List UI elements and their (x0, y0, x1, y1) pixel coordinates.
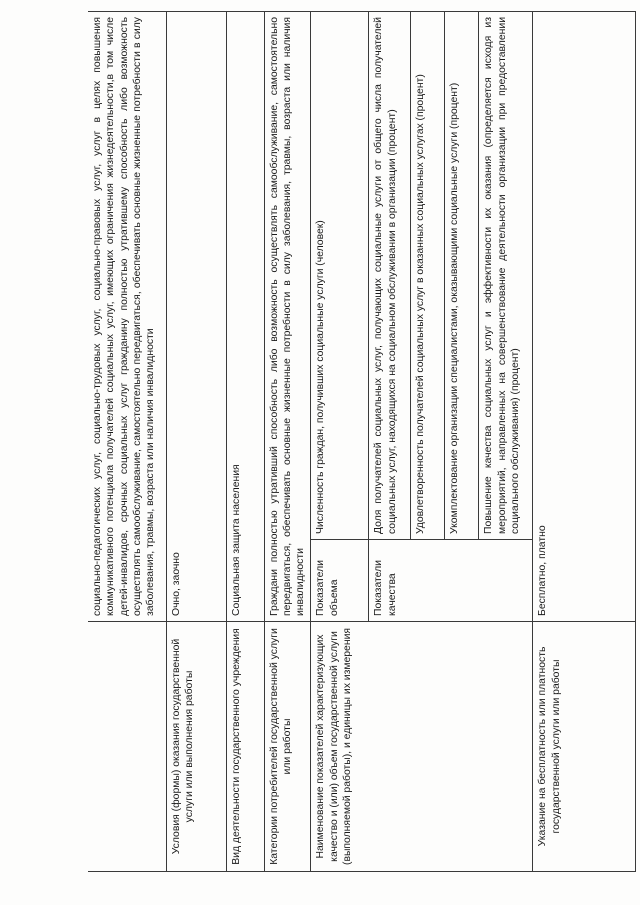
quality-item: Укомплектование организации специалистами, оказывающими социальные услуги (процент) (445, 12, 479, 540)
table-row-conditions (166, 12, 226, 872)
service-table (88, 11, 636, 872)
volume-indicators-value: Численность граждан, получивших социальные услуги (человек) (311, 12, 369, 540)
row-activity-label: Вид деятельности государственного учреждения (226, 622, 264, 872)
row-label-empty (88, 622, 166, 872)
row-conditions-value: Очно, заочно (166, 12, 226, 622)
row-consumers-value: Граждани полностью утративший способность либо возможность осуществлять самообслуживание, самостоятельно передвигаться, обеспечивать основные жизненные потребности в силу заболевания, травмы, возраста или наличия инвалидности (264, 12, 311, 622)
quality-indicators-label: Показатели качества (369, 540, 533, 622)
row-payment-value: Бесплатно, платно (533, 12, 636, 622)
quality-item: Повышение качества социальных услуг и эффективности их оказания (определяется исходя из мероприятий, направленных на совершенствование деятельности организации при предоставлении социального обслуживания) (процент) (479, 12, 533, 540)
rotated-page (88, 12, 633, 872)
quality-item: Доля получателей социальных услуг, получающих социальные услуги от общего числа получателей социальных услуг, находящихся на социальном обслуживании в организации (процент) (369, 12, 411, 540)
table-row-continuation (88, 12, 166, 872)
table-row-volume (311, 12, 369, 872)
row-indicators-label: Наименование показателей характеризующих качество и (или) объем государственной услуги (выполняемой работы), и единицы их измерения (311, 622, 533, 872)
row-conditions-label: Условия (формы) оказания государственной услуги или выполнения работы (166, 622, 226, 872)
table-row-payment (533, 12, 636, 872)
quality-item: Удовлетворенность получателей социальных услуг в оказанных социальных услугах (процент) (411, 12, 445, 540)
row-consumers-label: Категории потребителей государственной услуги или работы (264, 622, 311, 872)
table-row-activity (226, 12, 264, 872)
row-payment-label: Указание на бесплатность или платность государственной услуги или работы (533, 622, 636, 872)
row-activity-value: Социальная защита населения (226, 12, 264, 622)
volume-indicators-label: Показатели объема (311, 540, 369, 622)
table-row-consumers (264, 12, 311, 872)
row-continuation-text: социально-педагогических услуг, социально-трудовых услуг, социально-правовых услуг, услуг в целях повышения коммуникативного потенциала получателей социальных услуг, имеющих ограничения жизнедеятельности,в том числе детей-инвалидов, срочных социальных услуг гражданину полностью утратившему способность либо возможность осуществлять самообслуживание, самостоятельно передвигаться, обеспечивать основные жизненные потребности в силу заболевания, травмы, возраста или наличия инвалидности (88, 12, 166, 622)
